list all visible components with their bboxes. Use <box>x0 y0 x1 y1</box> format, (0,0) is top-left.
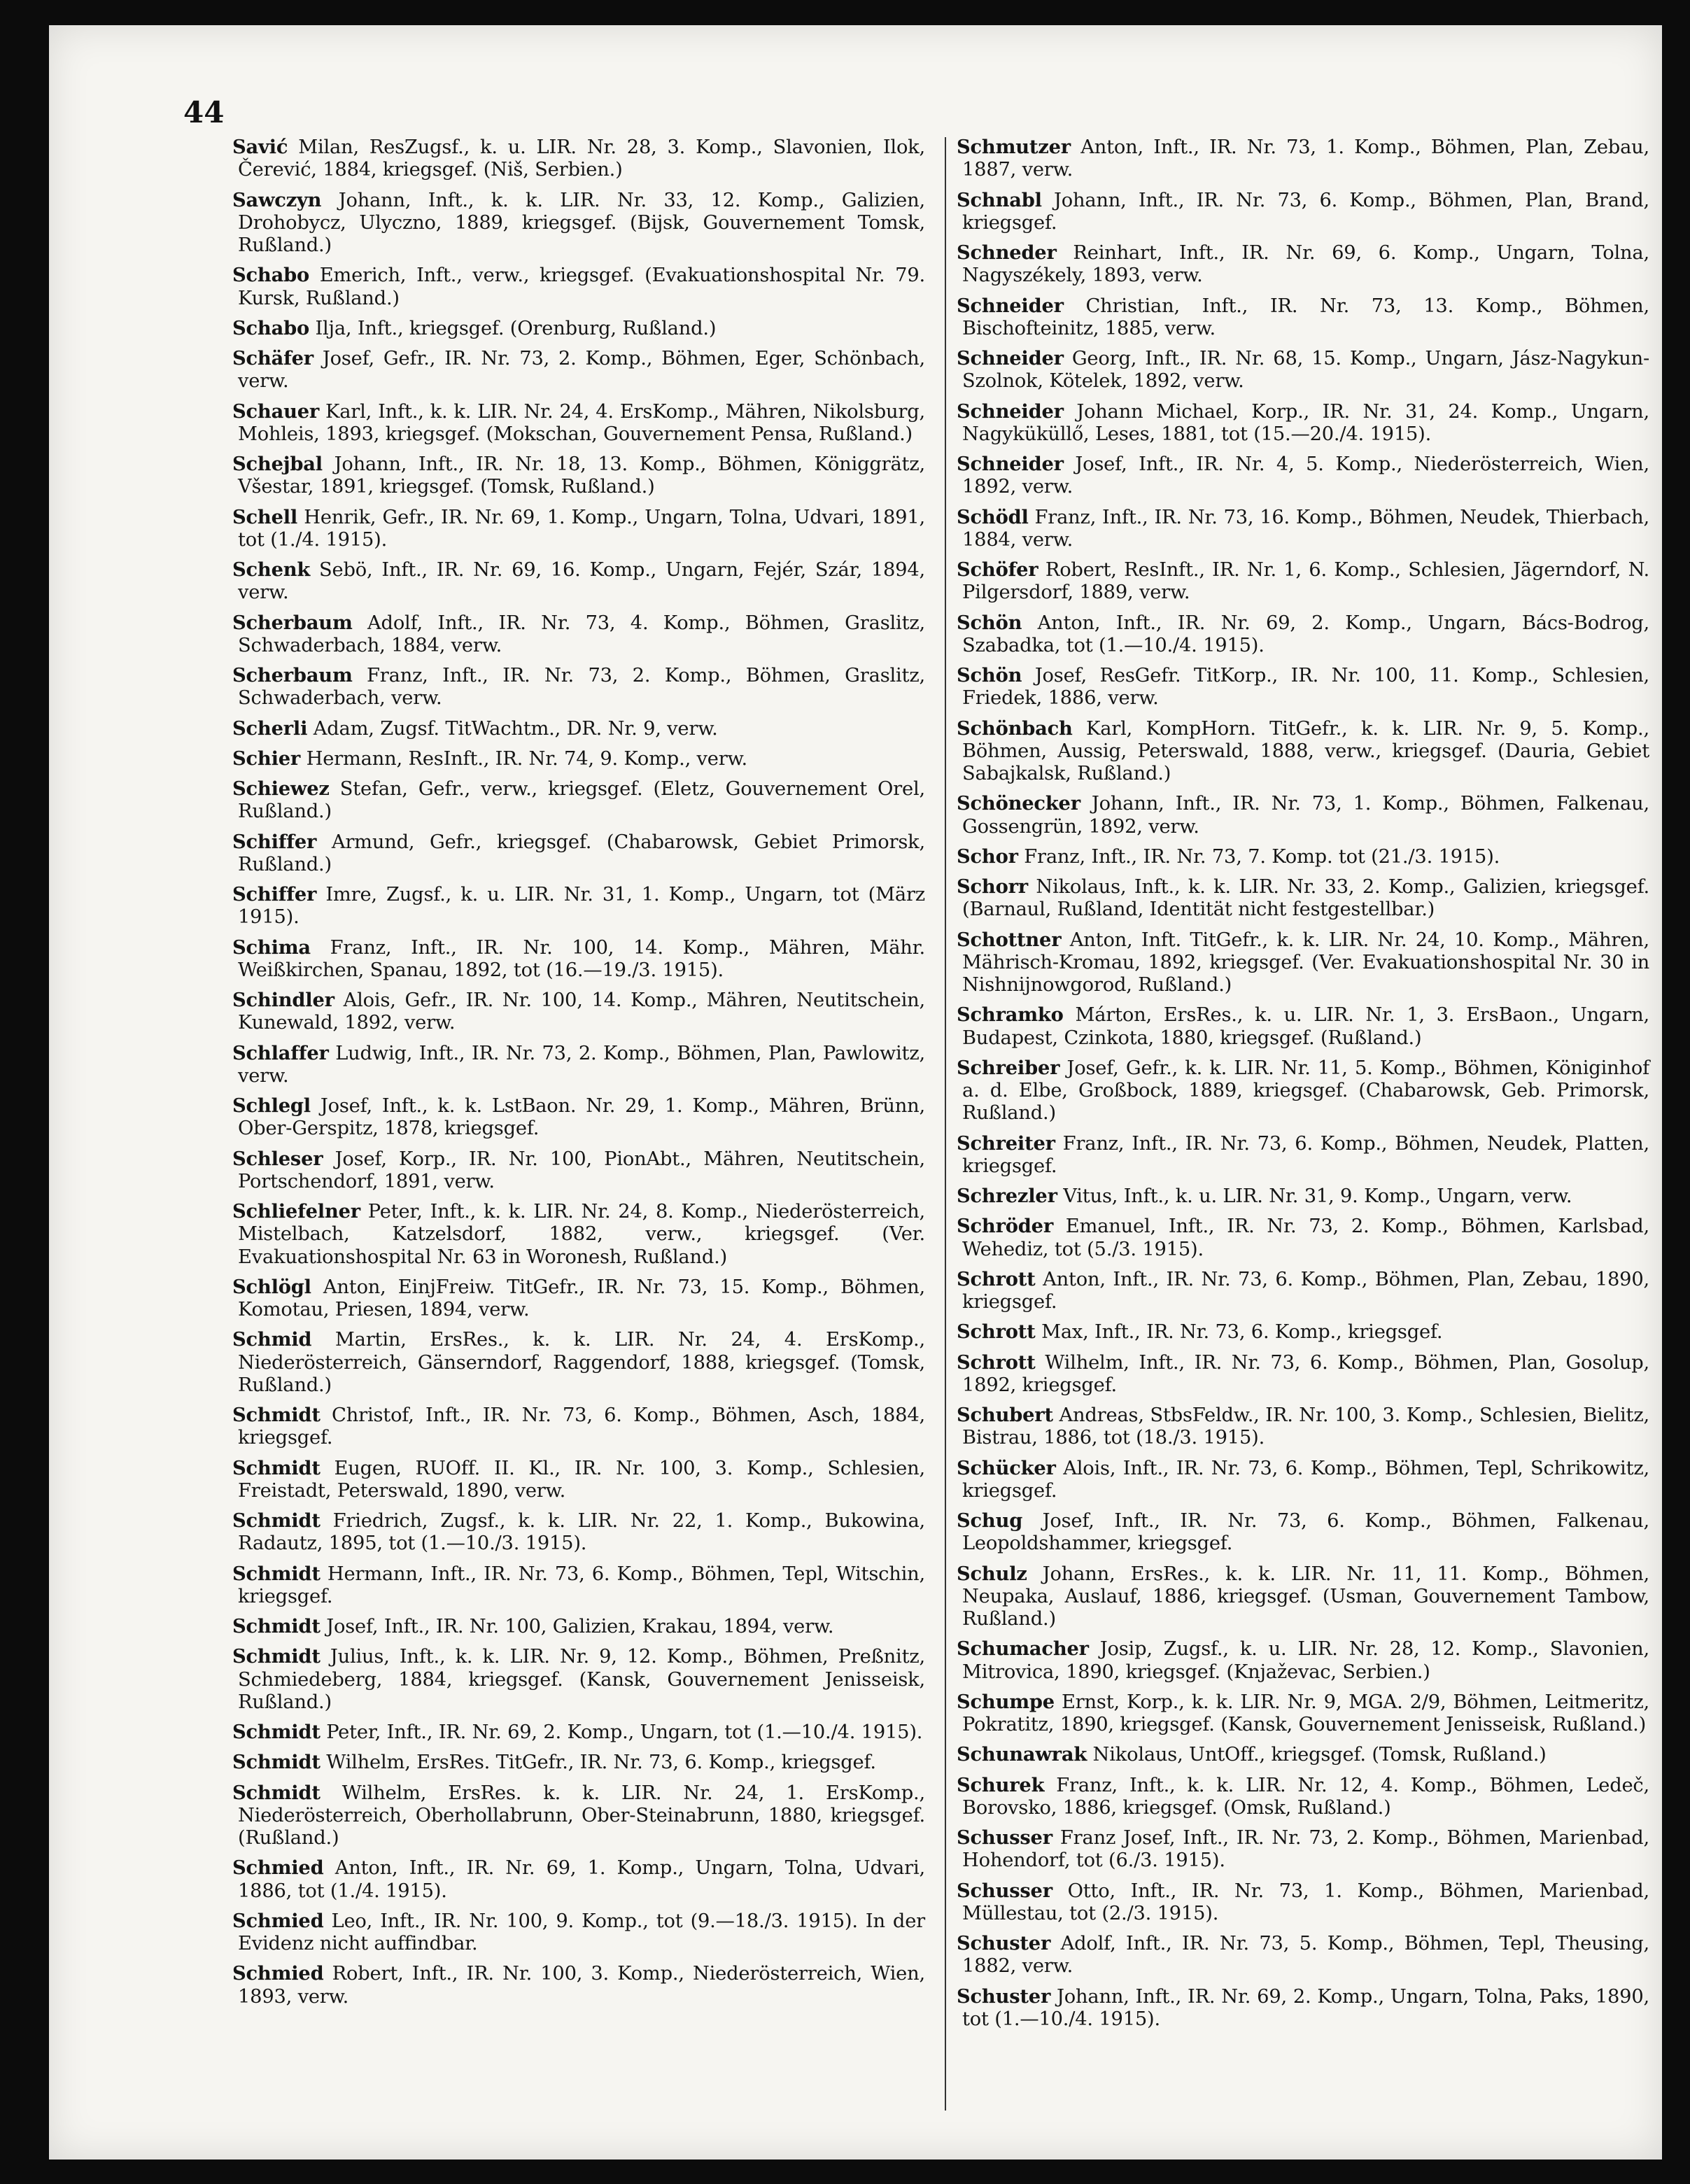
list-entry <box>957 1404 1649 1450</box>
entry-details: Emanuel, Inft., IR. Nr. 73, 2. Komp., Böhmen, Karlsbad, Wehediz, tot (5./3. 1915). <box>962 1216 1649 1260</box>
list-entry <box>232 400 925 446</box>
entry-details: Leo, Inft., IR. Nr. 100, 9. Komp., tot (9.—18./3. 1915). In der Evidenz nicht auffindbar. <box>238 1910 925 1954</box>
entry-details: Josef, Gefr., IR. Nr. 73, 2. Komp., Böhmen, Eger, Schönbach, verw. <box>238 348 925 393</box>
list-entry <box>232 612 925 658</box>
list-entry <box>957 400 1649 446</box>
list-entry <box>957 1880 1649 1926</box>
entry-details: Armund, Gefr., kriegsgef. (Chabarowsk, Gebiet Primorsk, Rußland.) <box>238 831 925 875</box>
entry-details: Hermann, Inft., IR. Nr. 73, 6. Komp., Böhmen, Tepl, Witschin, kriegsgef. <box>238 1563 925 1607</box>
list-entry <box>232 1962 925 2008</box>
list-entry <box>957 612 1649 658</box>
list-entry <box>232 453 925 499</box>
entry-details: Márton, ErsRes., k. u. LIR. Nr. 1, 3. ErsBaon., Ungarn, Budapest, Czinkota, 1880, kriegsgef. (Rußland.) <box>962 1004 1649 1049</box>
entry-details: Martin, ErsRes., k. k. LIR. Nr. 24, 4. ErsKomp., Niederösterreich, Gänserndorf, Raggendorf, 1888, kriegsgef. (Tomsk, Rußland.) <box>238 1329 925 1396</box>
left-column <box>232 136 925 2015</box>
list-entry <box>232 189 925 258</box>
entry-surname: Schumpe <box>957 1690 1055 1713</box>
entry-surname: Schön <box>957 664 1022 686</box>
entry-details: Sebö, Inft., IR. Nr. 69, 16. Komp., Ungarn, Fejér, Szár, 1894, verw. <box>238 559 925 604</box>
entry-surname: Schmied <box>232 1909 324 1932</box>
entry-details: Nikolaus, Inft., k. k. LIR. Nr. 33, 2. Komp., Galizien, kriegsgef. (Barnaul, Rußland, Identität nicht festgestellbar.) <box>962 876 1649 921</box>
entry-surname: Schmidt <box>232 1721 321 1743</box>
entry-surname: Schnabl <box>957 188 1042 211</box>
list-entry <box>232 1148 925 1194</box>
entry-surname: Schumacher <box>957 1637 1089 1661</box>
entry-details: Franz, Inft., k. k. LIR. Nr. 12, 4. Komp., Böhmen, Ledeč, Borovsko, 1886, kriegsgef. (Omsk, Rußland.) <box>962 1774 1649 1819</box>
entry-surname: Schejbal <box>232 453 323 475</box>
entry-surname: Scherbaum <box>232 611 353 634</box>
list-entry <box>957 1132 1649 1178</box>
list-entry <box>232 1563 925 1609</box>
entry-surname: Schneider <box>957 347 1064 369</box>
entry-details: Anton, Inft., IR. Nr. 73, 1. Komp., Böhmen, Plan, Zebau, 1887, verw. <box>962 136 1649 181</box>
list-entry <box>232 136 925 182</box>
entry-details: Wilhelm, ErsRes. k. k. LIR. Nr. 24, 1. ErsKomp., Niederösterreich, Oberhollabrunn, Ober-Steinabrunn, 1880, kriegsgef. (Rußland.) <box>238 1782 925 1849</box>
list-entry <box>957 1320 1649 1344</box>
entry-surname: Schubert <box>957 1404 1053 1426</box>
list-entry <box>957 929 1649 997</box>
entry-details: Franz Josef, Inft., IR. Nr. 73, 2. Komp., Böhmen, Marienbad, Hohendorf, tot (6./3. 1915). <box>962 1827 1649 1872</box>
entry-details: Anton, Inft., IR. Nr. 69, 1. Komp., Ungarn, Tolna, Udvari, 1886, tot (1./4. 1915). <box>238 1857 925 1902</box>
entry-surname: Schusser <box>957 1879 1052 1902</box>
entry-surname: Schrott <box>957 1267 1036 1290</box>
entry-surname: Schor <box>957 845 1018 868</box>
list-entry <box>957 1003 1649 1050</box>
entry-details: Franz, Inft., IR. Nr. 73, 7. Komp. tot (21./3. 1915). <box>1017 845 1500 868</box>
entry-details: Karl, KompHorn. TitGefr., k. k. LIR. Nr. 9, 5. Komp., Böhmen, Aussig, Peterswald, 1888, verw., kriegsgef. (Dauria, Gebiet Sabajkalsk, Rußland.) <box>962 717 1649 784</box>
entry-details: Johann Michael, Korp., IR. Nr. 31, 24. Komp., Ungarn, Nagyküküllő, Leses, 1881, tot (15.—20./4. 1915). <box>962 400 1649 445</box>
entry-details: Anton, Inft. TitGefr., k. k. LIR. Nr. 24, 10. Komp., Mähren, Mährisch-Kromau, 1892, kriegsgef. (Ver. Evakuationshospital Nr. 30 in Nishnijnowgorod, Rußland.) <box>962 929 1649 996</box>
entry-details: Peter, Inft., k. k. LIR. Nr. 24, 8. Komp., Niederösterreich, Mistelbach, Katzelsdorf, 1882, verw., kriegsgef. (Ver. Evakuationshospital Nr. 63 in Woronesh, Rußland.) <box>238 1201 925 1268</box>
entry-details: Adolf, Inft., IR. Nr. 73, 5. Komp., Böhmen, Tepl, Theusing, 1882, verw. <box>962 1933 1649 1978</box>
entry-details: Julius, Inft., k. k. LIR. Nr. 9, 12. Komp., Böhmen, Preßnitz, Schmiedeberg, 1884, kriegsgef. (Kansk, Gouvernement Jenisseisk, Rußland.) <box>238 1646 925 1713</box>
entry-surname: Schönecker <box>957 792 1080 815</box>
entry-surname: Schunawrak <box>957 1743 1087 1766</box>
list-entry <box>957 792 1649 838</box>
entry-details: Anton, Inft., IR. Nr. 69, 2. Komp., Ungarn, Bács-Bodrog, Szabadka, tot (1.—10./4. 1915). <box>962 612 1649 656</box>
entry-surname: Schmid <box>232 1328 312 1351</box>
entry-surname: Schmidt <box>232 1615 321 1637</box>
list-entry <box>232 558 925 605</box>
entry-surname: Schlögl <box>232 1275 311 1298</box>
entry-details: Josef, Inft., k. k. LstBaon. Nr. 29, 1. Komp., Mähren, Brünn, Ober-Gerspitz, 1878, kriegsgef. <box>238 1095 925 1140</box>
list-entry <box>957 453 1649 499</box>
list-entry <box>232 1857 925 1903</box>
entry-surname: Schulz <box>957 1562 1027 1585</box>
entry-surname: Schottner <box>957 928 1062 951</box>
entry-details: Alois, Inft., IR. Nr. 73, 6. Komp., Böhmen, Tepl, Schrikowitz, kriegsgef. <box>962 1457 1649 1502</box>
list-entry <box>232 1645 925 1714</box>
right-column <box>957 136 1649 2038</box>
list-entry <box>232 1457 925 1503</box>
entry-surname: Schreiber <box>957 1056 1060 1079</box>
entry-surname: Schleser <box>232 1147 323 1170</box>
list-entry <box>957 1268 1649 1314</box>
entry-surname: Schuster <box>957 1985 1051 2008</box>
entry-surname: Savić <box>232 136 288 158</box>
entry-details: Johann, Inft., IR. Nr. 18, 13. Komp., Böhmen, Königgrätz, Všestar, 1891, kriegsgef. (Tomsk, Rußland.) <box>238 453 925 498</box>
entry-surname: Schrott <box>957 1351 1036 1374</box>
list-entry <box>957 136 1649 182</box>
entry-surname: Schiffer <box>232 883 317 906</box>
entry-details: Hermann, ResInft., IR. Nr. 74, 9. Komp., verw. <box>300 747 747 770</box>
entry-details: Adolf, Inft., IR. Nr. 73, 4. Komp., Böhmen, Graslitz, Schwaderbach, 1884, verw. <box>238 612 925 656</box>
entry-details: Christof, Inft., IR. Nr. 73, 6. Komp., Böhmen, Asch, 1884, kriegsgef. <box>238 1404 925 1449</box>
list-entry <box>957 1985 1649 2031</box>
entry-surname: Schöfer <box>957 558 1038 581</box>
entry-details: Christian, Inft., IR. Nr. 73, 13. Komp., Böhmen, Bischofteinitz, 1885, verw. <box>962 295 1649 339</box>
list-entry <box>957 506 1649 552</box>
entry-details: Ludwig, Inft., IR. Nr. 73, 2. Komp., Böhmen, Plan, Pawlowitz, verw. <box>238 1042 925 1087</box>
entry-details: Robert, Inft., IR. Nr. 100, 3. Komp., Niederösterreich, Wien, 1893, verw. <box>238 1963 925 2008</box>
entry-surname: Schödl <box>957 505 1029 528</box>
list-entry <box>232 264 925 310</box>
list-entry <box>957 1457 1649 1503</box>
entry-surname: Schmidt <box>232 1456 321 1479</box>
entry-details: Josef, ResGefr. TitKorp., IR. Nr. 100, 11. Komp., Schlesien, Friedek, 1886, verw. <box>962 665 1649 710</box>
entry-surname: Schmidt <box>232 1781 321 1804</box>
list-entry <box>232 1751 925 1774</box>
entry-surname: Schenk <box>232 558 311 581</box>
list-entry <box>232 317 925 340</box>
entry-surname: Schusser <box>957 1826 1052 1849</box>
entry-surname: Schlaffer <box>232 1041 329 1064</box>
entry-surname: Schurek <box>957 1773 1045 1796</box>
list-entry <box>957 558 1649 605</box>
entry-surname: Schell <box>232 505 298 528</box>
list-entry <box>957 1774 1649 1820</box>
list-entry <box>957 1509 1649 1556</box>
entry-surname: Schmidt <box>232 1751 321 1774</box>
entry-details: Alois, Gefr., IR. Nr. 100, 14. Komp., Mähren, Neutitschein, Kunewald, 1892, verw. <box>238 989 925 1034</box>
list-entry <box>957 1826 1649 1873</box>
entry-surname: Schmidt <box>232 1404 321 1426</box>
entry-details: Wilhelm, Inft., IR. Nr. 73, 6. Komp., Böhmen, Plan, Gosolup, 1892, kriegsgef. <box>962 1351 1649 1396</box>
entry-surname: Schönbach <box>957 717 1073 740</box>
list-entry <box>232 883 925 929</box>
list-entry <box>957 189 1649 235</box>
entry-details: Franz, Inft., IR. Nr. 73, 16. Komp., Böhmen, Neudek, Thierbach, 1884, verw. <box>962 506 1649 551</box>
entry-details: Milan, ResZugsf., k. u. LIR. Nr. 28, 3. Komp., Slavonien, Ilok, Čerević, 1884, kriegsgef. (Niš, Serbien.) <box>238 136 925 181</box>
entry-details: Johann, Inft., IR. Nr. 73, 6. Komp., Böhmen, Plan, Brand, kriegsgef. <box>962 189 1649 234</box>
entry-details: Robert, ResInft., IR. Nr. 1, 6. Komp., Schlesien, Jägerndorf, N. Pilgersdorf, 1889, verw. <box>962 559 1649 604</box>
entry-details: Henrik, Gefr., IR. Nr. 69, 1. Komp., Ungarn, Tolna, Udvari, 1891, tot (1./4. 1915). <box>238 506 925 551</box>
list-entry <box>232 1782 925 1850</box>
list-entry <box>232 717 925 740</box>
entry-surname: Schmidt <box>232 1562 321 1585</box>
entry-details: Josip, Zugsf., k. u. LIR. Nr. 28, 12. Komp., Slavonien, Mitrovica, 1890, kriegsgef. (Knjaževac, Serbien.) <box>962 1638 1649 1683</box>
list-entry <box>232 777 925 824</box>
entry-surname: Schneider <box>957 294 1064 317</box>
entry-surname: Schäfer <box>232 347 314 369</box>
entry-surname: Schorr <box>957 875 1028 898</box>
list-entry <box>957 1057 1649 1125</box>
entry-surname: Schauer <box>232 400 320 423</box>
entry-details: Vitus, Inft., k. u. LIR. Nr. 31, 9. Komp., Ungarn, verw. <box>1057 1185 1572 1207</box>
entry-details: Johann, Inft., k. k. LIR. Nr. 33, 12. Komp., Galizien, Drohobycz, Ulyczno, 1889, kriegsgef. (Bijsk, Gouvernement Tomsk, Rußland.) <box>238 189 925 256</box>
entry-details: Wilhelm, ErsRes. TitGefr., IR. Nr. 73, 6. Komp., kriegsgef. <box>320 1752 876 1774</box>
list-entry <box>232 1721 925 1744</box>
list-entry <box>957 1563 1649 1631</box>
column-divider <box>945 137 946 2111</box>
entry-details: Franz, Inft., IR. Nr. 73, 2. Komp., Böhmen, Graslitz, Schwaderbach, verw. <box>238 665 925 710</box>
list-entry <box>957 1637 1649 1684</box>
list-entry <box>232 506 925 552</box>
list-entry <box>957 717 1649 786</box>
entry-details: Nikolaus, UntOff., kriegsgef. (Tomsk, Rußland.) <box>1087 1744 1547 1766</box>
entry-surname: Schneder <box>957 241 1057 264</box>
list-entry <box>232 747 925 770</box>
entry-details: Josef, Inft., IR. Nr. 4, 5. Komp., Niederösterreich, Wien, 1892, verw. <box>962 453 1649 498</box>
entry-details: Franz, Inft., IR. Nr. 73, 6. Komp., Böhmen, Neudek, Platten, kriegsgef. <box>962 1132 1649 1177</box>
entry-surname: Schindler <box>232 989 335 1011</box>
document-page <box>49 25 1662 2160</box>
entry-surname: Schramko <box>957 1003 1064 1027</box>
entry-surname: Schneider <box>957 453 1064 475</box>
entry-details: Friedrich, Zugsf., k. k. LIR. Nr. 22, 1. Komp., Bukowina, Radautz, 1895, tot (1.—10./3. 1915). <box>238 1510 925 1555</box>
entry-surname: Schmidt <box>232 1645 321 1668</box>
list-entry <box>232 664 925 710</box>
entry-details: Stefan, Gefr., verw., kriegsgef. (Eletz, Gouvernement Orel, Rußland.) <box>238 778 925 823</box>
entry-surname: Scherbaum <box>232 664 353 686</box>
list-entry <box>232 1615 925 1638</box>
list-entry <box>232 989 925 1035</box>
list-entry <box>957 347 1649 393</box>
entry-surname: Schücker <box>957 1456 1056 1479</box>
entry-surname: Schima <box>232 936 311 959</box>
list-entry <box>957 1932 1649 1978</box>
entry-details: Adam, Zugsf. TitWachtm., DR. Nr. 9, verw. <box>307 717 718 740</box>
entry-surname: Schmied <box>232 1857 324 1880</box>
entry-details: Johann, Inft., IR. Nr. 69, 2. Komp., Ungarn, Tolna, Paks, 1890, tot (1.—10./4. 1915). <box>962 1985 1649 2030</box>
entry-surname: Schiewez <box>232 777 330 800</box>
list-entry <box>232 936 925 982</box>
entry-surname: Schön <box>957 611 1022 634</box>
entry-surname: Schröder <box>957 1215 1054 1238</box>
list-entry <box>957 1743 1649 1766</box>
entry-details: Josef, Gefr., k. k. LIR. Nr. 11, 5. Komp., Böhmen, Königinhof a. d. Elbe, Großbock, 1889, kriegsgef. (Chabarowsk, Geb. Primorsk, Rußland.) <box>962 1057 1649 1125</box>
entry-details: Peter, Inft., IR. Nr. 69, 2. Komp., Ungarn, tot (1.—10./4. 1915). <box>320 1721 923 1743</box>
list-entry <box>232 1042 925 1088</box>
entry-details: Ilja, Inft., kriegsgef. (Orenburg, Rußland.) <box>309 317 717 339</box>
list-entry <box>232 1276 925 1322</box>
entry-surname: Scherli <box>232 717 308 740</box>
entry-surname: Schug <box>957 1509 1023 1532</box>
list-entry <box>232 1328 925 1397</box>
entry-details: Johann, Inft., IR. Nr. 73, 1. Komp., Böhmen, Falkenau, Gossengrün, 1892, verw. <box>962 793 1649 838</box>
entry-details: Anton, Inft., IR. Nr. 73, 6. Komp., Böhmen, Plan, Zebau, 1890, kriegsgef. <box>962 1268 1649 1313</box>
entry-surname: Schabo <box>232 316 309 339</box>
entry-surname: Schuster <box>957 1932 1051 1954</box>
list-entry <box>957 1185 1649 1208</box>
list-entry <box>232 831 925 877</box>
entry-details: Karl, Inft., k. k. LIR. Nr. 24, 4. ErsKomp., Mähren, Nikolsburg, Mohleis, 1893, kriegsgef. (Mokschan, Gouvernement Pensa, Rußland.) <box>238 400 925 445</box>
entry-surname: Schmutzer <box>957 136 1071 158</box>
entry-details: Andreas, StbsFeldw., IR. Nr. 100, 3. Komp., Schlesien, Bielitz, Bistrau, 1886, tot (18./3. 1915). <box>962 1404 1649 1449</box>
list-entry <box>957 295 1649 341</box>
entry-details: Johann, ErsRes., k. k. LIR. Nr. 11, 11. Komp., Böhmen, Neupaka, Auslauf, 1886, kriegsgef. (Usman, Gouvernement Tambow, Rußland.) <box>962 1563 1649 1630</box>
entry-surname: Schrezler <box>957 1185 1057 1207</box>
entry-surname: Schreiter <box>957 1132 1055 1155</box>
entry-details: Otto, Inft., IR. Nr. 73, 1. Komp., Böhmen, Marienbad, Müllestau, tot (2./3. 1915). <box>962 1880 1649 1924</box>
entry-details: Josef, Inft., IR. Nr. 100, Galizien, Krakau, 1894, verw. <box>320 1616 834 1637</box>
entry-surname: Schneider <box>957 400 1064 423</box>
list-entry <box>232 1910 925 1956</box>
entry-surname: Schliefelner <box>232 1200 360 1223</box>
entry-details: Georg, Inft., IR. Nr. 68, 15. Komp., Ungarn, Jász-Nagykun-Szolnok, Kötelek, 1892, verw. <box>962 348 1649 393</box>
list-entry <box>957 1691 1649 1737</box>
list-entry <box>232 1200 925 1269</box>
page-number: 44 <box>183 95 225 129</box>
entry-surname: Schrott <box>957 1320 1036 1344</box>
entry-details: Emerich, Inft., verw., kriegsgef. (Evakuationshospital Nr. 79. Kursk, Rußland.) <box>238 265 925 309</box>
entry-surname: Schmied <box>232 1962 324 1985</box>
entry-details: Josef, Inft., IR. Nr. 73, 6. Komp., Böhmen, Falkenau, Leopoldshammer, kriegsgef. <box>962 1510 1649 1555</box>
entry-details: Reinhart, Inft., IR. Nr. 69, 6. Komp., Ungarn, Tolna, Nagyszékely, 1893, verw. <box>962 242 1649 287</box>
entry-details: Imre, Zugsf., k. u. LIR. Nr. 31, 1. Komp., Ungarn, tot (März 1915). <box>238 884 925 929</box>
list-entry <box>957 1215 1649 1261</box>
entry-surname: Schier <box>232 747 301 770</box>
list-entry <box>232 1509 925 1556</box>
entry-details: Eugen, RUOff. II. Kl., IR. Nr. 100, 3. Komp., Schlesien, Freistadt, Peterswald, 1890, verw. <box>238 1457 925 1502</box>
entry-details: Franz, Inft., IR. Nr. 100, 14. Komp., Mähren, Mähr. Weißkirchen, Spanau, 1892, tot (16.—19./3. 1915). <box>238 936 925 981</box>
entry-surname: Schlegl <box>232 1094 311 1117</box>
entry-surname: Schiffer <box>232 830 317 853</box>
list-entry <box>957 241 1649 288</box>
list-entry <box>957 664 1649 710</box>
list-entry <box>232 1404 925 1450</box>
entry-details: Josef, Korp., IR. Nr. 100, PionAbt., Mähren, Neutitschein, Portschendorf, 1891, verw. <box>238 1148 925 1192</box>
list-entry <box>957 875 1649 922</box>
list-entry <box>232 347 925 393</box>
list-entry <box>232 1094 925 1141</box>
entry-details: Max, Inft., IR. Nr. 73, 6. Komp., kriegsgef. <box>1035 1321 1443 1344</box>
entry-surname: Schmidt <box>232 1509 321 1532</box>
entry-surname: Schabo <box>232 264 309 287</box>
list-entry <box>957 845 1649 868</box>
entry-details: Anton, EinjFreiw. TitGefr., IR. Nr. 73, 15. Komp., Böhmen, Komotau, Priesen, 1894, verw. <box>238 1276 925 1320</box>
list-entry <box>957 1351 1649 1397</box>
entry-surname: Sawczyn <box>232 188 322 211</box>
entry-details: Ernst, Korp., k. k. LIR. Nr. 9, MGA. 2/9, Böhmen, Leitmeritz, Pokratitz, 1890, kriegsgef. (Kansk, Gouvernement Jenisseisk, Rußland.) <box>962 1691 1649 1735</box>
